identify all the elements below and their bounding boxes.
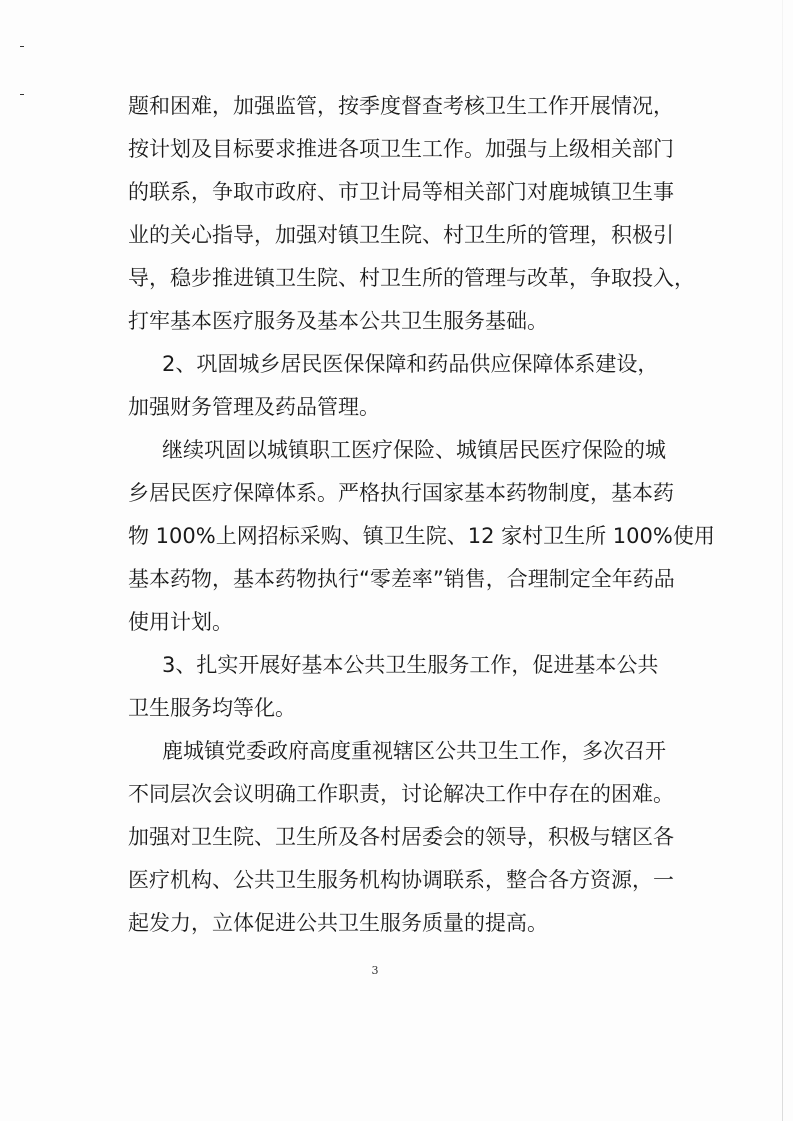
text-line: 继续巩固以城镇职工医疗保险、城镇居民医疗保险的城 xyxy=(162,438,666,462)
section-heading: 3、扎实开展好基本公共卫生服务工作，促进基本公共 xyxy=(162,653,659,677)
text-line: 医疗机构、公共卫生服务机构协调联系，整合各方资源，一 xyxy=(128,868,674,892)
text-line: 按计划及目标要求推进各项卫生工作。加强与上级相关部门 xyxy=(128,137,674,161)
text-line: 起发力，立体促进公共卫生服务质量的提高。 xyxy=(128,911,548,935)
text-line: 基本药物，基本药物执行“零差率”销售，合理制定全年药品 xyxy=(128,567,675,591)
text-line: 物 100%上网招标采购、镇卫生院、12 家村卫生所 100%使用 xyxy=(128,524,715,548)
section-heading: 2、巩固城乡居民医保保障和药品供应保障体系建设， xyxy=(162,352,659,376)
text-line: 题和困难，加强监管，按季度督查考核卫生工作开展情况， xyxy=(128,94,674,118)
scan-mark xyxy=(20,94,24,95)
text-line: 导，稳步推进镇卫生院、村卫生所的管理与改革，争取投入， xyxy=(128,266,695,290)
text-line: 加强对卫生院、卫生所及各村居委会的领导，积极与辖区各 xyxy=(128,825,674,849)
text-line: 业的关心指导，加强对镇卫生院、村卫生所的管理，积极引 xyxy=(128,223,674,247)
text-line: 乡居民医疗保障体系。严格执行国家基本药物制度，基本药 xyxy=(128,481,674,505)
text-line: 的联系，争取市政府、市卫计局等相关部门对鹿城镇卫生事 xyxy=(128,180,674,204)
text-line: 使用计划。 xyxy=(128,610,233,634)
section-heading: 卫生服务均等化。 xyxy=(128,696,296,720)
text-line: 打牢基本医疗服务及基本公共卫生服务基础。 xyxy=(128,309,548,333)
page-number: 3 xyxy=(371,964,379,977)
scan-mark xyxy=(20,46,24,47)
text-line: 鹿城镇党委政府高度重视辖区公共卫生工作，多次召开 xyxy=(162,739,666,763)
text-line: 不同层次会议明确工作职责，讨论解决工作中存在的困难。 xyxy=(128,782,674,806)
page-edge xyxy=(782,0,783,1121)
section-heading: 加强财务管理及药品管理。 xyxy=(128,395,380,419)
